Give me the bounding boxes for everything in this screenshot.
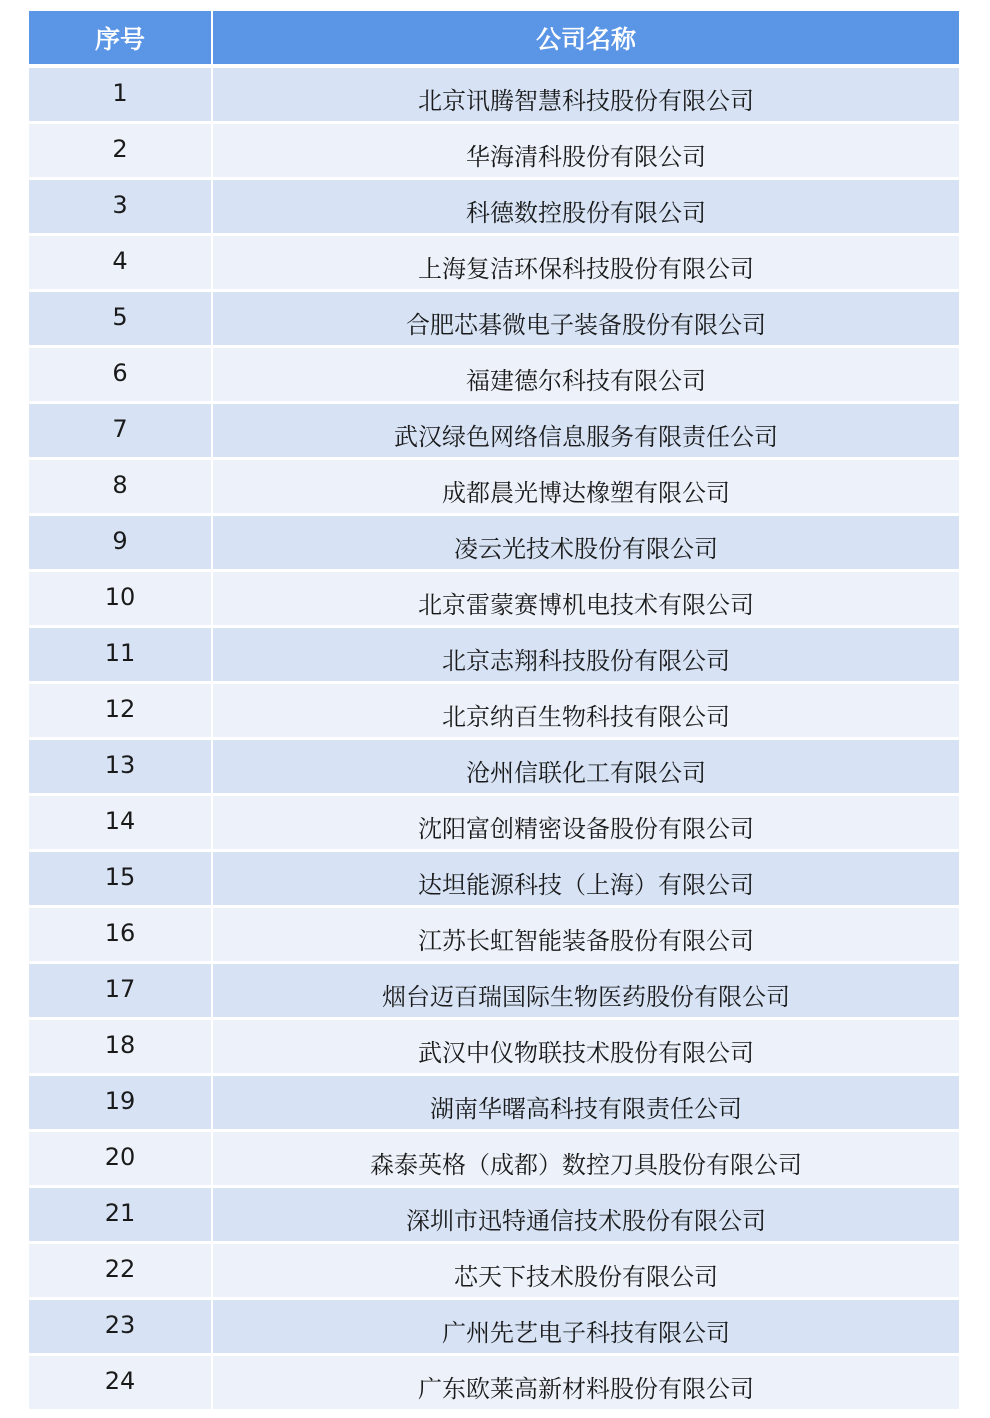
row-company-name: 成都晨光博达橡塑有限公司 [212, 459, 959, 515]
row-index: 2 [29, 123, 212, 179]
row-company-name: 北京志翔科技股份有限公司 [212, 627, 959, 683]
row-index: 12 [29, 683, 212, 739]
row-index: 22 [29, 1243, 212, 1299]
row-company-name: 沈阳富创精密设备股份有限公司 [212, 795, 959, 851]
row-company-name: 芯天下技术股份有限公司 [212, 1243, 959, 1299]
row-index: 23 [29, 1299, 212, 1355]
table-row [29, 1019, 959, 1075]
table-row [29, 851, 959, 907]
table-row [29, 1355, 959, 1411]
company-list-table [29, 11, 959, 1412]
row-company-name: 北京纳百生物科技有限公司 [212, 683, 959, 739]
table-row [29, 515, 959, 571]
table-row [29, 66, 959, 123]
row-index: 17 [29, 963, 212, 1019]
table-row [29, 347, 959, 403]
row-index: 11 [29, 627, 212, 683]
row-company-name: 武汉绿色网络信息服务有限责任公司 [212, 403, 959, 459]
row-company-name: 凌云光技术股份有限公司 [212, 515, 959, 571]
row-index: 18 [29, 1019, 212, 1075]
table-row [29, 963, 959, 1019]
row-index: 13 [29, 739, 212, 795]
table-row [29, 459, 959, 515]
table-row [29, 1243, 959, 1299]
table-header-row [29, 11, 959, 66]
row-index: 20 [29, 1131, 212, 1187]
table-row [29, 1299, 959, 1355]
table-row [29, 1075, 959, 1131]
row-index: 1 [29, 66, 212, 123]
table-row [29, 739, 959, 795]
row-index: 9 [29, 515, 212, 571]
header-company-name: 公司名称 [212, 11, 959, 66]
header-index: 序号 [29, 11, 212, 66]
table-row [29, 403, 959, 459]
row-company-name: 广州先艺电子科技有限公司 [212, 1299, 959, 1355]
row-company-name: 华海清科股份有限公司 [212, 123, 959, 179]
row-company-name: 湖南华曙高科技有限责任公司 [212, 1075, 959, 1131]
row-index: 16 [29, 907, 212, 963]
row-company-name: 森泰英格（成都）数控刀具股份有限公司 [212, 1131, 959, 1187]
table-row [29, 1187, 959, 1243]
row-company-name: 合肥芯碁微电子装备股份有限公司 [212, 291, 959, 347]
table-body [29, 66, 959, 1411]
table-row [29, 627, 959, 683]
row-index: 21 [29, 1187, 212, 1243]
table-row [29, 179, 959, 235]
row-company-name: 北京讯腾智慧科技股份有限公司 [212, 66, 959, 123]
table-row [29, 683, 959, 739]
row-index: 4 [29, 235, 212, 291]
table-row [29, 571, 959, 627]
table-row [29, 1131, 959, 1187]
row-index: 19 [29, 1075, 212, 1131]
row-index: 10 [29, 571, 212, 627]
table-row [29, 123, 959, 179]
row-company-name: 江苏长虹智能装备股份有限公司 [212, 907, 959, 963]
row-index: 7 [29, 403, 212, 459]
row-company-name: 沧州信联化工有限公司 [212, 739, 959, 795]
row-company-name: 深圳市迅特通信技术股份有限公司 [212, 1187, 959, 1243]
row-index: 3 [29, 179, 212, 235]
row-company-name: 武汉中仪物联技术股份有限公司 [212, 1019, 959, 1075]
row-company-name: 福建德尔科技有限公司 [212, 347, 959, 403]
row-company-name: 广东欧莱高新材料股份有限公司 [212, 1355, 959, 1411]
table-row [29, 907, 959, 963]
row-index: 6 [29, 347, 212, 403]
row-company-name: 上海复洁环保科技股份有限公司 [212, 235, 959, 291]
row-index: 15 [29, 851, 212, 907]
row-company-name: 北京雷蒙赛博机电技术有限公司 [212, 571, 959, 627]
table-row [29, 291, 959, 347]
row-company-name: 烟台迈百瑞国际生物医药股份有限公司 [212, 963, 959, 1019]
table-row [29, 235, 959, 291]
table-row [29, 795, 959, 851]
row-index: 5 [29, 291, 212, 347]
row-company-name: 达坦能源科技（上海）有限公司 [212, 851, 959, 907]
row-index: 8 [29, 459, 212, 515]
row-index: 24 [29, 1355, 212, 1411]
row-company-name: 科德数控股份有限公司 [212, 179, 959, 235]
row-index: 14 [29, 795, 212, 851]
